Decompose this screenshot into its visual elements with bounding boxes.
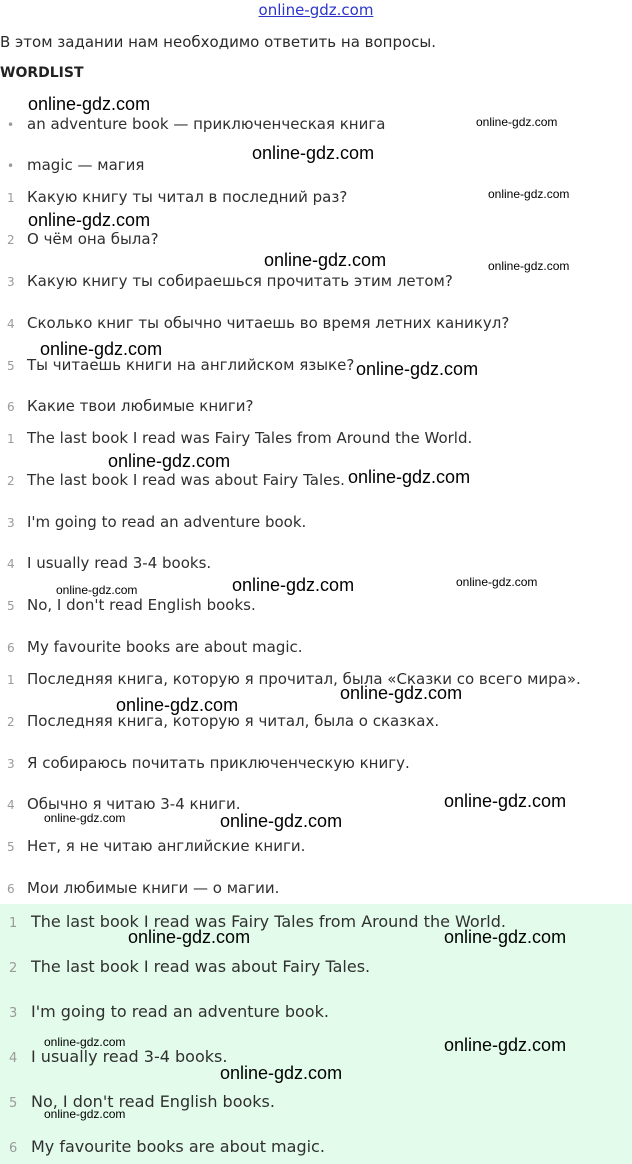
watermark: online-gdz.com [56, 583, 138, 597]
answer-en [0, 554, 632, 572]
watermark: online-gdz.com [220, 1063, 343, 1083]
final-answer-text: No, I don't read English books. [31, 1092, 275, 1111]
watermark: online-gdz.com [28, 94, 151, 114]
question-ru-text: Ты читаешь книги на английском языке? [27, 356, 355, 374]
final-answer [0, 1137, 632, 1156]
number-marker: 1 [7, 191, 15, 205]
final-answer [0, 1002, 632, 1021]
number-marker: 6 [9, 1141, 18, 1156]
answer-en-text: My favourite books are about magic. [27, 638, 303, 656]
bullet-marker: • [7, 118, 15, 132]
watermark: online-gdz.com [220, 811, 343, 831]
watermark: online-gdz.com [340, 683, 463, 703]
number-marker: 2 [7, 715, 15, 729]
number-marker: 3 [7, 757, 15, 771]
intro-text: В этом задании нам необходимо ответить на вопросы. [0, 33, 437, 51]
number-marker: 5 [9, 1096, 18, 1111]
watermark: online-gdz.com [348, 467, 471, 487]
watermark: online-gdz.com [128, 927, 251, 947]
number-marker: 6 [7, 641, 15, 655]
number-marker: 2 [7, 474, 15, 488]
answer-en-text: I usually read 3-4 books. [27, 554, 212, 572]
answer-en [0, 429, 632, 447]
number-marker: 4 [7, 798, 15, 812]
watermark: online-gdz.com [456, 575, 538, 589]
answer-en [0, 513, 632, 531]
watermark: online-gdz.com [252, 143, 375, 163]
watermark: online-gdz.com [28, 210, 151, 230]
number-marker: 3 [9, 1006, 18, 1021]
answer-ru-text: Последняя книга, которую я прочитал, была «Сказки со всего мира». [27, 670, 581, 688]
watermark: online-gdz.com [108, 451, 231, 471]
number-marker: 4 [7, 557, 15, 571]
question-ru [0, 230, 632, 248]
answer-en-text: I'm going to read an adventure book. [27, 513, 307, 531]
number-marker: 3 [7, 275, 15, 289]
final-answer-text: The last book I read was Fairy Tales from Around the World. [31, 912, 506, 931]
answer-ru-text: Нет, я не читаю английские книги. [27, 837, 306, 855]
question-ru [0, 397, 632, 415]
number-marker: 3 [7, 516, 15, 530]
answer-ru-text: Мои любимые книги — о магии. [27, 879, 280, 897]
watermark: online-gdz.com [444, 927, 567, 947]
answer-en [0, 596, 632, 614]
answer-ru [0, 670, 632, 688]
watermark: online-gdz.com [44, 811, 126, 825]
number-marker: 6 [7, 400, 15, 414]
number-marker: 5 [7, 359, 15, 373]
watermark: online-gdz.com [116, 695, 239, 715]
number-marker: 1 [7, 673, 15, 687]
watermark: online-gdz.com [44, 1035, 126, 1049]
final-answer [0, 957, 632, 976]
watermark: online-gdz.com [444, 1035, 567, 1055]
answer-ru-text: Обычно я читаю 3-4 книги. [27, 795, 241, 813]
question-ru [0, 314, 632, 332]
answer-en-text: The last book I read was Fairy Tales from Around the World. [27, 429, 473, 447]
question-ru-text: Сколько книг ты обычно читаешь во время летних каникул? [27, 314, 510, 332]
answer-ru [0, 712, 632, 730]
number-marker: 2 [9, 961, 18, 976]
final-answer-text: I usually read 3-4 books. [31, 1047, 228, 1066]
watermark: online-gdz.com [264, 250, 387, 270]
answer-en [0, 471, 632, 489]
wordlist-item-text: an adventure book — приключенческая книга [27, 115, 386, 133]
final-answer-text: I'm going to read an adventure book. [31, 1002, 329, 1021]
question-ru-text: Какую книгу ты читал в последний раз? [27, 188, 348, 206]
final-answer-text: My favourite books are about magic. [31, 1137, 325, 1156]
answer-ru-text: Я собираюсь почитать приключенческую книгу. [27, 754, 410, 772]
watermark: online-gdz.com [488, 259, 570, 273]
number-marker: 1 [7, 432, 15, 446]
number-marker: 5 [7, 840, 15, 854]
watermark: online-gdz.com [444, 791, 567, 811]
wordlist-heading: WORDLIST [0, 65, 84, 81]
question-ru-text: Какие твои любимые книги? [27, 397, 254, 415]
bullet-marker: • [7, 159, 15, 173]
answer-ru [0, 754, 632, 772]
answer-ru-text: Последняя книга, которую я читал, была о сказках. [27, 712, 440, 730]
answer-en [0, 638, 632, 656]
watermark: online-gdz.com [232, 575, 355, 595]
watermark: online-gdz.com [40, 339, 163, 359]
wordlist-item-text: magic — магия [27, 156, 145, 174]
number-marker: 4 [7, 317, 15, 331]
answer-en-text: The last book I read was about Fairy Tales. [27, 471, 345, 489]
answer-ru [0, 837, 632, 855]
answer-ru [0, 879, 632, 897]
watermark: online-gdz.com [476, 115, 558, 129]
question-ru [0, 272, 632, 290]
final-answer-text: The last book I read was about Fairy Tales. [31, 957, 371, 976]
number-marker: 5 [7, 599, 15, 613]
number-marker: 6 [7, 882, 15, 896]
site-header-link[interactable]: online-gdz.com [258, 1, 374, 19]
question-ru-text: О чём она была? [27, 230, 159, 248]
watermark: online-gdz.com [356, 359, 479, 379]
number-marker: 2 [7, 233, 15, 247]
question-ru-text: Какую книгу ты собираешься прочитать этим летом? [27, 272, 453, 290]
watermark: online-gdz.com [488, 187, 570, 201]
number-marker: 4 [9, 1051, 18, 1066]
answer-en-text: No, I don't read English books. [27, 596, 256, 614]
watermark: online-gdz.com [44, 1107, 126, 1121]
number-marker: 1 [9, 916, 18, 931]
